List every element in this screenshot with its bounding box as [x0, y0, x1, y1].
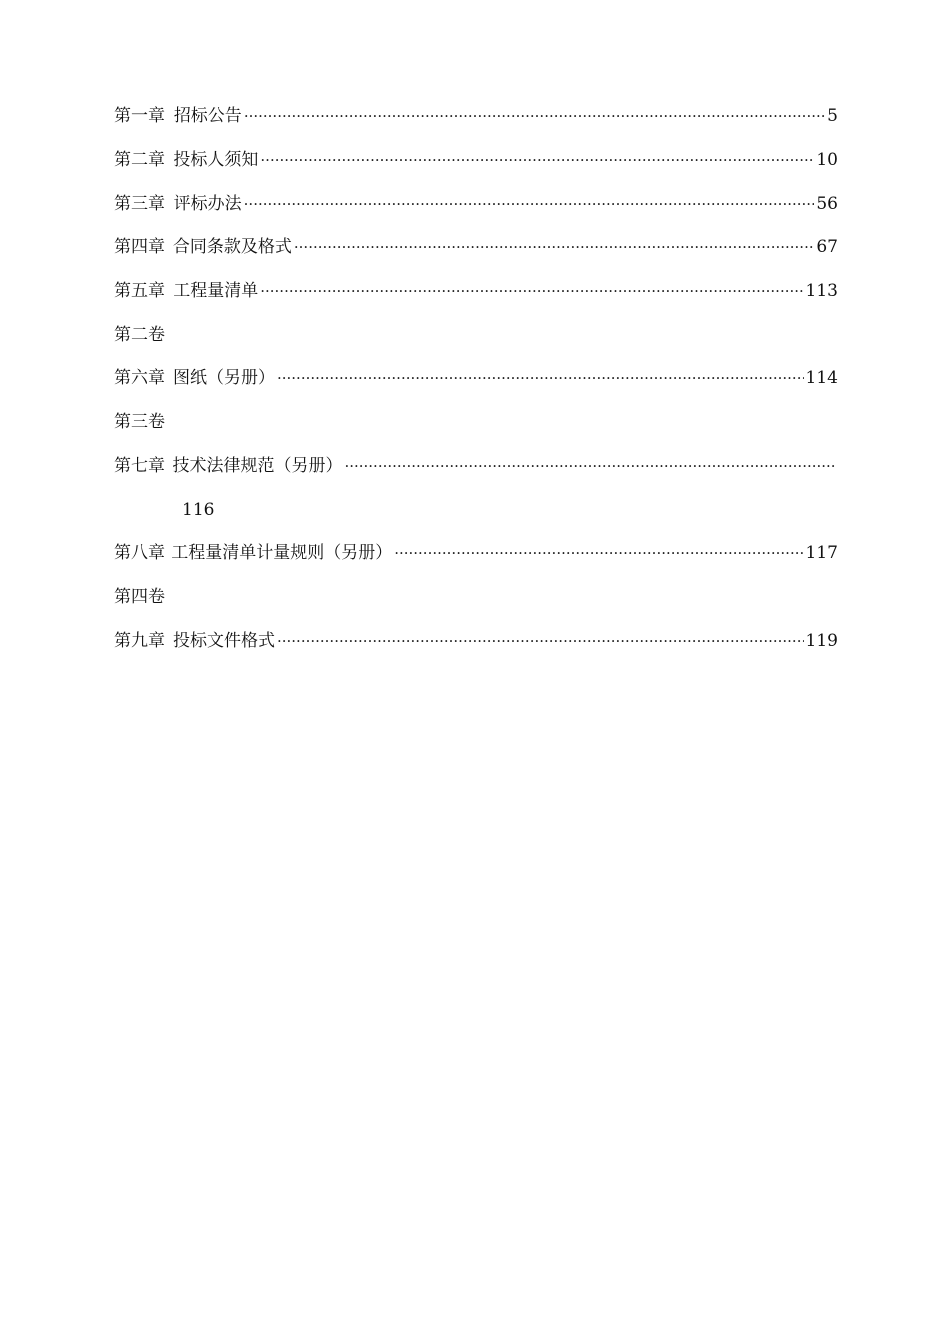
toc-volume-label: 第二卷: [114, 324, 165, 345]
toc-page-number: 56: [816, 193, 838, 214]
toc-chapter-title: 合同条款及格式: [172, 237, 292, 258]
toc-chapter-title: 工程量清单计量规则（另册）: [171, 543, 393, 564]
toc-volume-heading: [114, 401, 838, 445]
toc-chapter-title: 投标人须知: [173, 150, 259, 171]
toc-chapter-title: 招标公告: [173, 106, 242, 127]
toc-dot-leader: [344, 459, 836, 474]
toc-page-number: 5: [827, 106, 838, 127]
table-of-contents: [114, 95, 838, 663]
toc-dot-leader: [394, 546, 803, 561]
toc-dot-leader: [244, 109, 825, 124]
toc-chapter-title: 技术法律规范（另册）: [172, 455, 343, 476]
toc-volume-label: 第三卷: [114, 412, 165, 433]
toc-entry-chapter-7-page-line: [114, 488, 838, 532]
toc-chapter-number: 第九章: [114, 630, 165, 651]
toc-volume-heading: [114, 313, 838, 357]
toc-chapter-number: 第七章: [114, 455, 165, 476]
toc-chapter-number: 第一章: [114, 106, 165, 127]
toc-chapter-number: 第二章: [114, 150, 165, 171]
toc-chapter-number: 第五章: [114, 281, 165, 302]
toc-page-number: 114: [805, 368, 838, 389]
toc-page-number: 116: [182, 499, 215, 520]
toc-chapter-title: 评标办法: [173, 193, 242, 214]
toc-entry-chapter-2[interactable]: [114, 139, 838, 183]
toc-chapter-number: 第三章: [114, 193, 165, 214]
toc-entry-chapter-6[interactable]: [114, 357, 838, 401]
toc-entry-chapter-8[interactable]: [114, 532, 838, 576]
toc-entry-chapter-1[interactable]: [114, 95, 838, 139]
toc-chapter-title: 图纸（另册）: [172, 368, 275, 389]
toc-entry-chapter-7[interactable]: [114, 445, 838, 489]
toc-dot-leader: [244, 197, 815, 212]
toc-dot-leader: [294, 240, 814, 255]
toc-chapter-number: 第四章: [114, 237, 165, 258]
toc-entry-chapter-4[interactable]: [114, 226, 838, 270]
toc-page-number: 10: [816, 150, 838, 171]
toc-volume-heading: [114, 576, 838, 620]
toc-page-number: 113: [805, 281, 838, 302]
toc-page-number: 117: [805, 543, 838, 564]
toc-entry-chapter-5[interactable]: [114, 270, 838, 314]
toc-chapter-title: 工程量清单: [173, 281, 259, 302]
toc-dot-leader: [260, 153, 814, 168]
toc-entry-chapter-9[interactable]: [114, 619, 838, 663]
toc-page-number: 119: [805, 630, 838, 651]
toc-chapter-title: 投标文件格式: [172, 630, 275, 651]
toc-chapter-number: 第八章: [114, 543, 165, 564]
toc-entry-chapter-3[interactable]: [114, 182, 838, 226]
toc-dot-leader: [277, 371, 804, 386]
toc-volume-label: 第四卷: [114, 586, 165, 607]
toc-dot-leader: [260, 284, 803, 299]
toc-page-number: 67: [816, 237, 838, 258]
toc-dot-leader: [277, 634, 804, 649]
toc-chapter-number: 第六章: [114, 368, 165, 389]
